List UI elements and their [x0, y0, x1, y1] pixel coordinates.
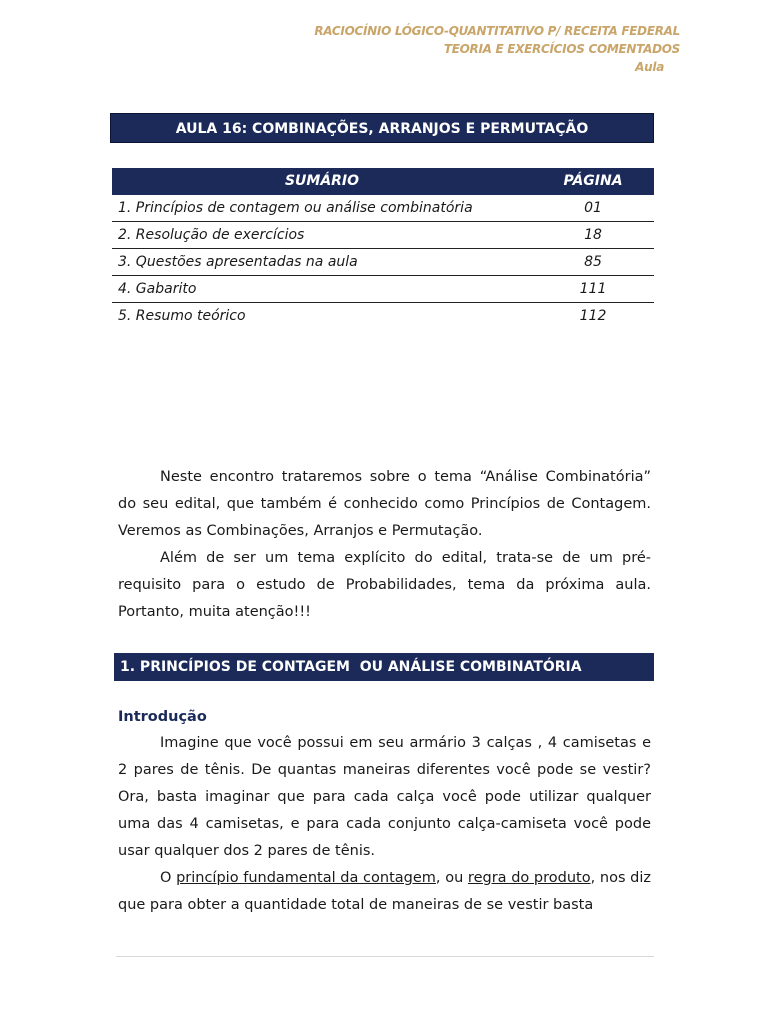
summary-row — [112, 303, 654, 329]
introduction-text — [118, 730, 651, 919]
term-fundamental-principle: princípio fundamental da contagem — [176, 870, 436, 886]
introduction-subheading: Introdução — [118, 709, 207, 725]
header-subtitle: TEORIA E EXERCÍCIOS COMENTADOS — [443, 42, 680, 56]
footer-divider — [116, 956, 654, 957]
header-course-title: RACIOCÍNIO LÓGICO-QUANTITATIVO P/ RECEITA FEDERAL — [314, 24, 680, 38]
summary-row-page: 85 — [584, 254, 602, 270]
summary-row-page: 01 — [584, 200, 602, 216]
intro-paragraph: Além de ser um tema explícito do edital, trata-se de um pré-requisito para o estudo de Probabilidades, tema da próxima aula. Portanto, muita atenção!!! — [118, 550, 651, 620]
text-fragment: , nos diz que para obter a quantidade total de maneiras de se vestir basta — [118, 870, 652, 913]
summary-row-page: 18 — [584, 227, 602, 243]
summary-column-header: SUMÁRIO — [284, 173, 360, 189]
summary-row-page: 112 — [579, 308, 607, 324]
page-column-header: PÁGINA — [563, 173, 623, 189]
text-fragment: , ou — [435, 870, 468, 886]
text-fragment: O — [160, 870, 177, 886]
page-header — [314, 22, 680, 76]
term-product-rule: regra do produto — [467, 870, 591, 886]
summary-table-header — [112, 168, 654, 195]
summary-row — [112, 276, 654, 303]
summary-row-title: 1. Princípios de contagem ou análise combinatória — [118, 200, 473, 216]
summary-row-title: 3. Questões apresentadas na aula — [118, 254, 358, 270]
summary-row-title: 5. Resumo teórico — [118, 308, 246, 324]
intro-paragraph: Neste encontro trataremos sobre o tema “Análise Combinatória” do seu edital, que também é conhecido como Princípios de Contagem. Veremos as Combinações, Arranjos e Permutação. — [118, 469, 651, 539]
summary-row — [112, 222, 654, 249]
summary-table — [112, 168, 654, 329]
section-heading: 1. PRINCÍPIOS DE CONTAGEM OU ANÁLISE COMBINATÓRIA — [114, 653, 654, 681]
introduction-paragraph — [118, 865, 651, 919]
introduction-paragraph: Imagine que você possui em seu armário 3 calças , 4 camisetas e 2 pares de tênis. De quantas maneiras diferentes você pode se vestir? Ora, basta imaginar que para cada calça você pode utilizar qualquer uma das 4 camisetas, e para cada conjunto calça-camiseta você pode usar qualquer dos 2 pares de tênis. — [118, 735, 651, 859]
summary-row — [112, 195, 654, 222]
header-aula: Aula — [635, 60, 664, 74]
intro-text — [118, 464, 651, 626]
summary-row-title: 2. Resolução de exercícios — [118, 227, 305, 243]
summary-row — [112, 249, 654, 276]
summary-row-page: 111 — [579, 281, 607, 297]
summary-row-title: 4. Gabarito — [118, 281, 197, 297]
lesson-title: AULA 16: COMBINAÇÕES, ARRANJOS E PERMUTAÇÃO — [110, 113, 654, 143]
